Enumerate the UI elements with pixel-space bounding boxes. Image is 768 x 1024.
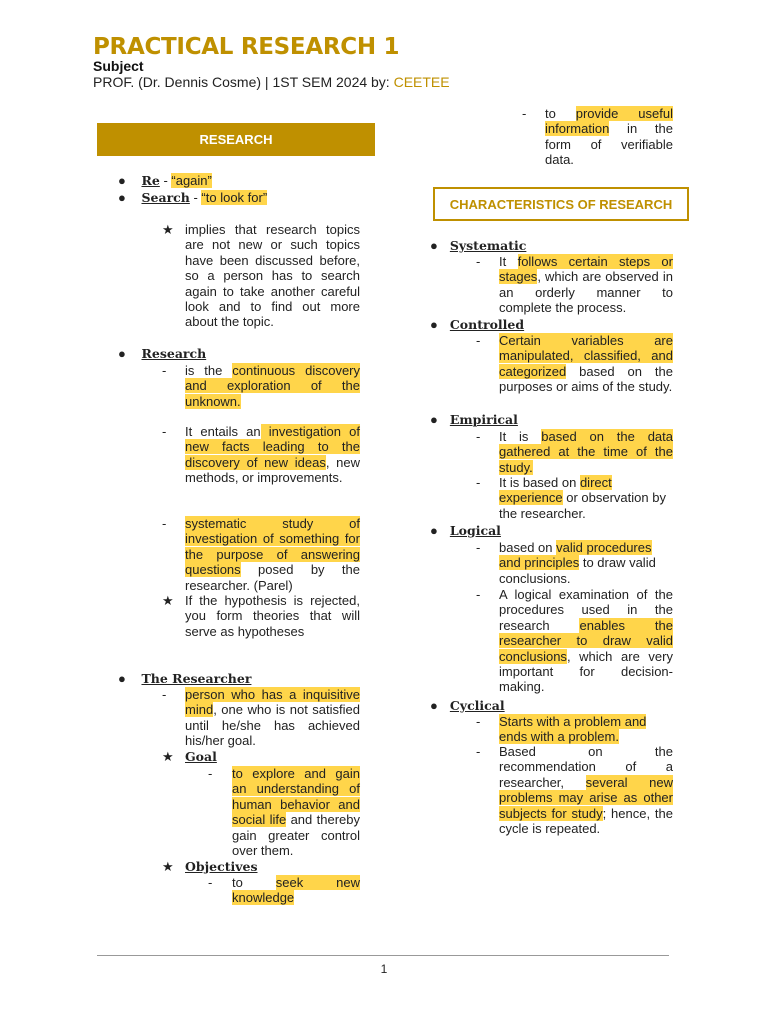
highlight: person who has a inquisitive mind (185, 687, 360, 718)
research-definition-1 (185, 363, 360, 409)
text: to draw valid conclusions. (499, 555, 656, 586)
logical-text-2 (499, 587, 673, 695)
dash-icon: - (162, 516, 167, 531)
highlight: provide useful information (545, 106, 673, 137)
text: based on the purposes or aims of the study. (499, 363, 673, 395)
dash-icon: - (162, 687, 167, 702)
star-icon: ★ (162, 222, 174, 237)
list-item-empirical (430, 412, 518, 427)
dash-icon: - (476, 333, 481, 348)
dash-icon: - (476, 254, 481, 269)
highlight: Starts with a problem and ends with a problem. (499, 714, 647, 745)
empirical-text-1 (499, 429, 673, 475)
byline (93, 74, 450, 90)
highlight: seek new knowledge (232, 875, 360, 906)
list-item-re (118, 173, 368, 188)
separator: - (189, 190, 202, 205)
text: It entails an (185, 424, 261, 439)
highlight: enables the researcher to draw valid conclusions (499, 617, 673, 664)
term-logical: Logical (449, 523, 501, 538)
text: posed by the researcher. (Parel) (185, 562, 360, 593)
highlight: direct experience (499, 475, 612, 506)
list-item-research (118, 346, 368, 361)
highlight: investigation of new facts leading to the discovery of new ideas (185, 424, 360, 470)
research-definition-2 (185, 424, 360, 486)
dash-icon: - (162, 424, 167, 439)
highlight: systematic study of investigation of something for the purpose of answering questions (185, 516, 360, 578)
hypothesis-text: If the hypothesis is rejected, you form theories that will serve as hypotheses (185, 593, 360, 639)
text: based on (499, 540, 557, 555)
list-item-controlled (430, 317, 524, 332)
cyclical-text-1 (499, 714, 673, 745)
characteristics-heading: CHARACTERISTICS OF RESEARCH (433, 187, 689, 221)
dash-icon: - (476, 475, 481, 490)
byline-text: PROF. (Dr. Dennis Cosme) | 1ST SEM 2024 by: (93, 74, 394, 90)
author-name: CEETEE (393, 74, 450, 90)
highlight: follows certain steps or stages (499, 254, 673, 285)
text: , which are observed in an orderly manner to complete the process. (499, 269, 673, 316)
dash-icon: - (162, 363, 167, 378)
dash-icon: - (476, 714, 481, 729)
controlled-text (499, 333, 673, 395)
systematic-text (499, 254, 673, 316)
text: in the form of verifiable data. (545, 121, 673, 168)
bullet-icon: ● (118, 190, 126, 205)
dash-icon: - (208, 766, 213, 781)
term-re: Re (141, 173, 160, 188)
text: Based on the recommendation of a researcher, (499, 744, 673, 790)
list-item-cyclical (430, 698, 505, 713)
text: , which are very important for decision-making. (499, 648, 673, 695)
term-research: Research (141, 346, 207, 361)
bullet-icon: ● (430, 317, 438, 332)
bullet-icon: ● (118, 173, 126, 188)
star-icon: ★ (162, 859, 174, 874)
footer-divider (97, 955, 669, 956)
page-number: 1 (380, 962, 388, 976)
list-item-search (118, 190, 368, 205)
star-icon: ★ (162, 593, 174, 608)
cyclical-text-2 (499, 744, 673, 836)
text: A logical examination of the procedures used in the research (499, 587, 673, 633)
term-empirical: Empirical (449, 412, 518, 427)
search-meaning: “to look for” (201, 190, 268, 205)
bullet-icon: ● (118, 346, 126, 361)
research-banner: RESEARCH (97, 123, 375, 156)
highlight: based on the data gathered at the time of the study. (499, 429, 673, 475)
text: to (545, 106, 576, 121)
text: , one who is not satisfied until he/she has achieved his/her goal. (185, 702, 360, 749)
text: is the (185, 363, 233, 378)
highlight: to explore and gain an understanding of human behavior and social life (232, 766, 360, 828)
dash-icon: - (476, 540, 481, 555)
highlight: Certain variables are manipulated, classified, and categorized (499, 333, 673, 379)
list-item-researcher (118, 671, 368, 686)
objectives-heading (185, 859, 258, 874)
re-meaning: “again” (171, 173, 212, 188)
highlight: valid procedures and principles (499, 540, 652, 571)
star-icon: ★ (162, 749, 174, 764)
text: ; hence, the cycle is repeated. (499, 805, 673, 837)
list-item-logical (430, 523, 501, 538)
dash-icon: - (476, 744, 481, 759)
bullet-icon: ● (430, 412, 438, 427)
logical-text-1 (499, 540, 673, 586)
research-definition-3 (185, 516, 360, 593)
objective-2 (545, 106, 673, 168)
objective-1 (232, 875, 360, 906)
bullet-icon: ● (430, 523, 438, 538)
document-title: PRACTICAL RESEARCH 1 (93, 34, 400, 60)
term-goal: Goal (185, 749, 217, 764)
goal-text (232, 766, 360, 858)
highlight: continuous discovery and exploration of the unknown. (185, 363, 360, 409)
dash-icon: - (476, 429, 481, 444)
term-objectives: Objectives (185, 859, 258, 874)
term-controlled: Controlled (449, 317, 525, 332)
dash-icon: - (476, 587, 481, 602)
bullet-icon: ● (118, 671, 126, 686)
implies-text: implies that research topics are not new or such topics have been discussed before, so a person has to search again to take another careful look and to find out more about the topic. (185, 222, 360, 330)
dash-icon: - (522, 106, 527, 121)
bullet-icon: ● (430, 698, 438, 713)
text: or observation by the researcher. (499, 490, 666, 521)
list-item-systematic (430, 238, 526, 253)
text: It is (499, 429, 542, 444)
text: and thereby gain greater control over them. (232, 812, 360, 859)
term-cyclical: Cyclical (449, 698, 505, 713)
subject-label: Subject (93, 58, 144, 74)
term-search: Search (141, 190, 190, 205)
highlight: several new problems may arise as other subjects for study (499, 774, 673, 821)
text: to (232, 875, 276, 890)
term-systematic: Systematic (449, 238, 527, 253)
separator: - (159, 173, 172, 188)
researcher-definition (185, 687, 360, 749)
goal-heading (185, 749, 217, 764)
text: , new methods, or improvements. (185, 454, 361, 486)
term-researcher: The Researcher (141, 671, 252, 686)
text: It is based on (499, 475, 580, 490)
bullet-icon: ● (430, 238, 438, 253)
empirical-text-2 (499, 475, 673, 521)
dash-icon: - (208, 875, 213, 890)
text: It (499, 254, 518, 269)
